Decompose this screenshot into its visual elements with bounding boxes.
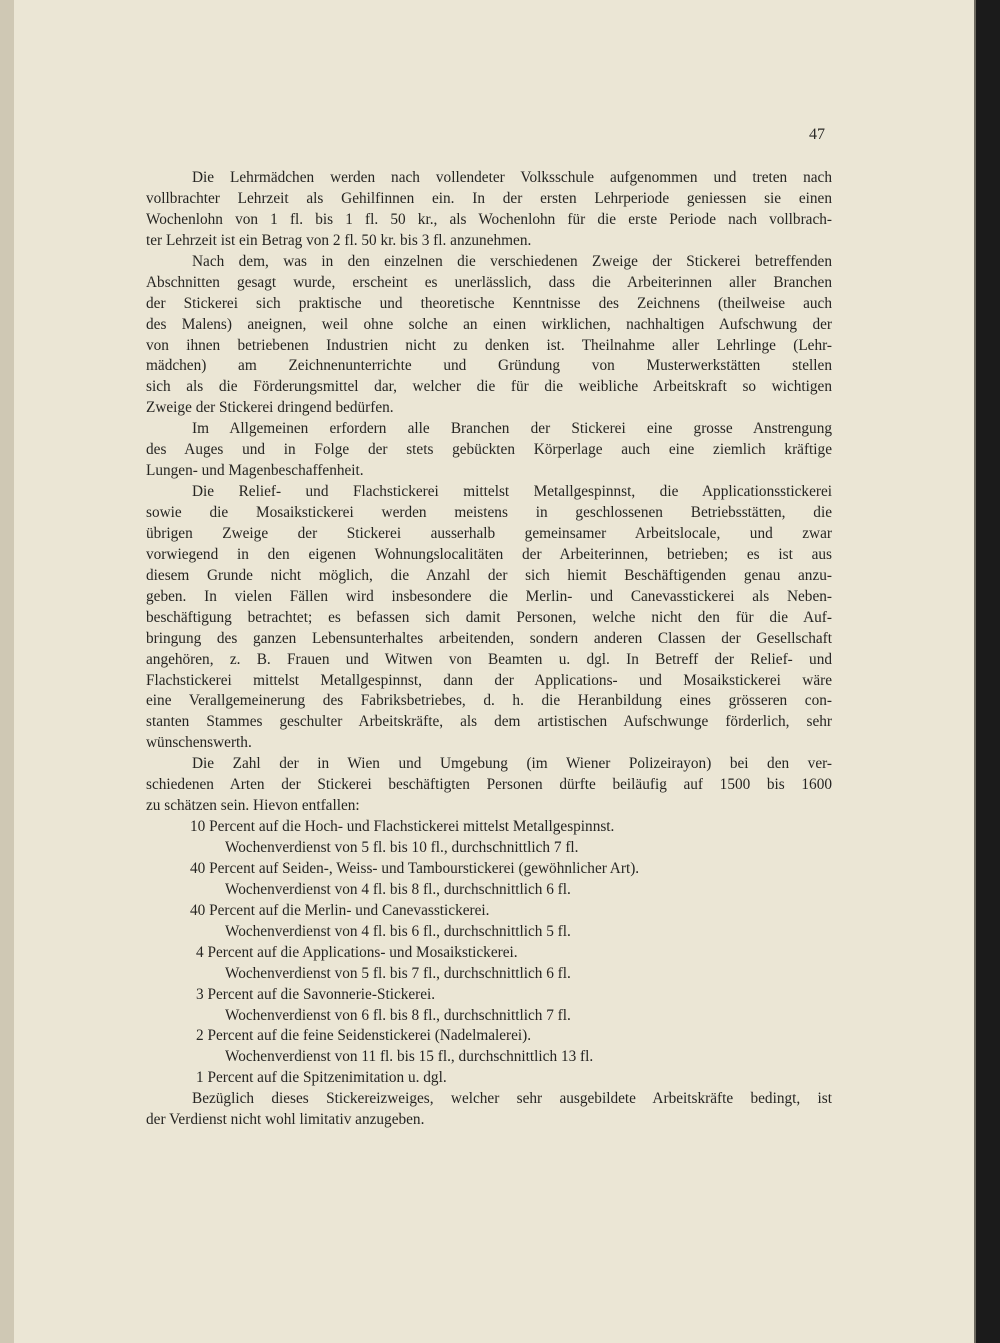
text-line: Flachstickerei mittelst Metallgespinnst, dann der Applications- und Mosaikstickerei wäre	[146, 671, 832, 689]
text-line: Zweige der Stickerei dringend bedürfen.	[146, 399, 394, 417]
text-line: bringung des ganzen Lebensunterhaltes arbeitenden, sondern anderen Classen der Gesellschaft	[146, 629, 832, 647]
text-line: stanten Stammes geschulter Arbeitskräfte, als dem artistischen Aufschwunge förderlich, sehr	[146, 713, 832, 731]
text-line: übrigen Zweige der Stickerei ausserhalb gemeinsamer Arbeitslocale, und zwar	[146, 524, 832, 542]
page-edge	[974, 0, 976, 1343]
list-item-wage: Wochenverdienst von 4 fl. bis 8 fl., durchschnittlich 6 fl.	[225, 880, 571, 898]
text-line: Nach dem, was in den einzelnen die verschiedenen Zweige der Stickerei betreffenden	[192, 252, 832, 270]
text-line: Lungen- und Magenbeschaffenheit.	[146, 462, 364, 480]
list-item-wage: Wochenverdienst von 11 fl. bis 15 fl., durchschnittlich 13 fl.	[225, 1048, 594, 1066]
list-item: 40 Percent auf die Merlin- und Canevasstickerei.	[190, 901, 490, 919]
text-line: angehören, z. B. Frauen und Witwen von Beamten u. dgl. In Betreff der Relief- und	[146, 650, 832, 668]
page-number: 47	[809, 126, 825, 143]
text-line: sich als die Förderungsmittel dar, welcher die für die weibliche Arbeitskraft so wichtigen	[146, 378, 832, 396]
list-item: 40 Percent auf Seiden-, Weiss- und Tambourstickerei (gewöhnlicher Art).	[190, 859, 640, 877]
text-line: eine Verallgemeinerung des Fabriksbetriebes, d. h. die Heranbildung eines grösseren con-	[146, 692, 832, 710]
text-line: vorwiegend in den eigenen Wohnungslocalitäten der Arbeiterinnen, betrieben; es ist aus	[146, 545, 832, 563]
list-item: 2 Percent auf die feine Seidenstickerei (Nadelmalerei).	[196, 1027, 532, 1045]
text-line: ter Lehrzeit ist ein Betrag von 2 fl. 50 kr. bis 3 fl. anzunehmen.	[146, 231, 532, 249]
text-line: vollbrachter Lehrzeit als Gehilfinnen ein. In der ersten Lehrperiode geniessen sie einen	[146, 189, 832, 207]
text-line: des Malens) aneignen, weil ohne solche an einen wirklichen, nachhaltigen Aufschwung der	[146, 315, 832, 333]
text-line: der Verdienst nicht wohl limitativ anzugeben.	[146, 1111, 425, 1129]
text-line: geben. In vielen Fällen wird insbesondere die Merlin- und Canevasstickerei als Neben-	[146, 587, 832, 605]
list-item: 1 Percent auf die Spitzenimitation u. dgl.	[196, 1069, 447, 1087]
list-item: 10 Percent auf die Hoch- und Flachstickerei mittelst Metallgespinnst.	[190, 818, 615, 836]
text-line: der Stickerei sich praktische und theoretische Kenntnisse des Zeichnens (theilweise auch	[146, 294, 832, 312]
list-item: 3 Percent auf die Savonnerie-Stickerei.	[196, 985, 436, 1003]
text-line: Wochenlohn von 1 fl. bis 1 fl. 50 kr., als Wochenlohn für die erste Periode nach vollbrach-	[146, 210, 832, 228]
text-line: von ihnen betriebenen Industrien nicht zu denken ist. Theilnahme aller Lehrlinge (Lehr-	[146, 336, 832, 354]
page-gutter-shadow	[0, 0, 14, 1343]
text-line: schiedenen Arten der Stickerei beschäftigten Personen dürfte beiläufig auf 1500 bis 1600	[146, 776, 832, 794]
text-line: zu schätzen sein. Hievon entfallen:	[146, 797, 360, 815]
text-line: Die Relief- und Flachstickerei mittelst Metallgespinnst, die Applicationsstickerei	[192, 483, 832, 501]
text-line: beschäftigung betrachtet; es befassen sich damit Personen, welche nicht den für die Auf-	[146, 608, 832, 626]
text-line: Bezüglich dieses Stickereizweiges, welcher sehr ausgebildete Arbeitskräfte bedingt, ist	[192, 1090, 832, 1108]
list-item-wage: Wochenverdienst von 5 fl. bis 7 fl., durchschnittlich 6 fl.	[225, 964, 571, 982]
text-line: des Auges und in Folge der stets gebückten Körperlage auch eine ziemlich kräftige	[146, 441, 832, 459]
list-item-wage: Wochenverdienst von 6 fl. bis 8 fl., durchschnittlich 7 fl.	[225, 1006, 571, 1024]
text-line: sowie die Mosaikstickerei werden meistens in geschlossenen Betriebsstätten, die	[146, 504, 832, 521]
text-line: wünschenswerth.	[146, 734, 252, 752]
text-line: Abschnitten gesagt wurde, erscheint es unerlässlich, dass die Arbeiterinnen aller Branchen	[146, 273, 832, 291]
text-line: mädchen) am Zeichnenunterrichte und Gründung von Musterwerkstätten stellen	[146, 357, 832, 375]
text-line: Die Zahl der in Wien und Umgebung (im Wiener Polizeirayon) bei den ver-	[192, 755, 832, 773]
text-line: diesem Grunde nicht möglich, die Anzahl der sich hiemit Beschäftigenden genau anzu-	[146, 566, 832, 584]
text-line: Im Allgemeinen erfordern alle Branchen der Stickerei eine grosse Anstrengung	[192, 420, 832, 438]
text-line: Die Lehrmädchen werden nach vollendeter Volksschule aufgenommen und treten nach	[192, 169, 832, 186]
list-item-wage: Wochenverdienst von 4 fl. bis 6 fl., durchschnittlich 5 fl.	[225, 922, 571, 940]
body-text	[146, 168, 832, 1131]
list-item-wage: Wochenverdienst von 5 fl. bis 10 fl., durchschnittlich 7 fl.	[225, 839, 579, 856]
list-item: 4 Percent auf die Applications- und Mosaikstickerei.	[196, 943, 518, 961]
